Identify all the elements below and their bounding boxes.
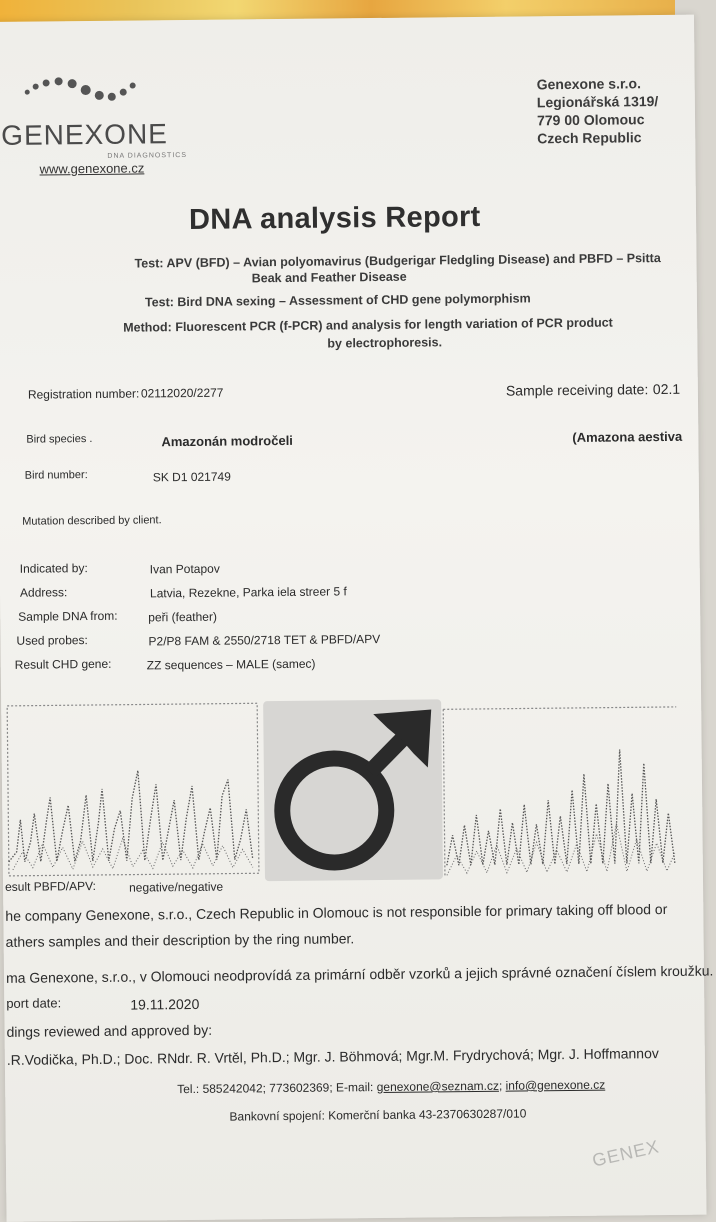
logo-subtitle: DNA DIAGNOSTICS xyxy=(107,151,188,160)
test-2-line: Test: Bird DNA sexing – Assessment of CHD gene polymorphism xyxy=(144,291,531,310)
logo-wordmark: GENEXONE xyxy=(1,118,169,151)
website-link[interactable]: www.genexone.cz xyxy=(39,160,145,177)
report-title: DNA analysis Report xyxy=(188,200,481,236)
method-line-1: Method: Fluorescent PCR (f-PCR) and analysis for length variation of PCR product xyxy=(123,315,613,335)
result-pbfd-value: negative/negative xyxy=(128,879,224,895)
detail-label-address: Address: xyxy=(19,585,68,600)
detail-value-address: Latvia, Rezekne, Parka iela streer 5 f xyxy=(149,584,347,601)
detail-label-indicated-by: Indicated by: xyxy=(19,561,88,576)
logo-dots-icon xyxy=(23,70,143,111)
bird-species-value: Amazonán modročeli xyxy=(161,432,293,450)
result-pbfd-label: esult PBFD/APV: xyxy=(4,878,97,894)
bird-species-label: Bird species . xyxy=(26,432,93,446)
detail-value-indicated-by: Ivan Potapov xyxy=(149,561,220,577)
method-line-2: by electrophoresis. xyxy=(327,335,443,351)
test-1-line-2: Beak and Feather Disease xyxy=(251,269,407,286)
bank-details: Bankovní spojení: Komerční banka 43-2370630287/010 xyxy=(229,1106,527,1124)
registration-value: 02112020/2277 xyxy=(140,385,224,401)
registration-label: Registration number: xyxy=(27,386,140,402)
approval-heading: dings reviewed and approved by: xyxy=(6,1021,213,1040)
receiving-date-label: Sample receiving date: xyxy=(505,381,649,399)
receiving-date-value: 02.1 xyxy=(652,380,681,398)
mutation-note: Mutation described by client. xyxy=(22,514,162,528)
address-line-4: Czech Republic xyxy=(537,129,642,147)
company-stamp: GENEX xyxy=(590,1136,662,1171)
detail-label-result-chd: Result CHD gene: xyxy=(14,656,112,672)
chromatogram-left xyxy=(1,699,265,880)
chromatogram-right xyxy=(441,703,678,881)
detail-value-probes: P2/P8 FAM & 2550/2718 TET & PBFD/APV xyxy=(148,631,381,649)
detail-label-probes: Used probes: xyxy=(16,633,88,648)
bird-number-label: Bird number: xyxy=(24,469,88,482)
disclaimer-line-2: athers samples and their description by the ring number. xyxy=(5,930,355,950)
contact-email-1[interactable]: genexone@seznam.cz xyxy=(376,1078,499,1095)
report-paper xyxy=(0,15,714,1222)
detail-value-sample: peři (feather) xyxy=(148,609,218,625)
approval-names: .R.Vodička, Ph.D.; Doc. RNdr. R. Vrtěl, Ph.D.; Mgr. J. Böhmová; Mgr.M. Frydrychová; Mgr. J. Hoffmannov xyxy=(6,1045,659,1068)
contact-email-2[interactable]: info@genexone.cz xyxy=(505,1077,606,1093)
report-date-value: 19.11.2020 xyxy=(130,995,200,1013)
contact-phone: Tel.: 585242042; 773602369; E-mail: xyxy=(177,1080,374,1097)
address-line-2: Legionářská 1319/ xyxy=(536,93,659,111)
disclaimer-line-1: he company Genexone, s.r.o., Czech Republic in Olomouc is not responsible for primary taking off blood or xyxy=(5,900,668,924)
bird-number-value: SK D1 021749 xyxy=(152,469,231,485)
male-symbol-panel xyxy=(263,699,443,881)
bird-species-latin: (Amazona aestiva xyxy=(572,428,683,445)
contact-line xyxy=(177,1078,605,1096)
contact-separator: ; xyxy=(498,1078,503,1093)
address-line-3: 779 00 Olomouc xyxy=(536,111,645,129)
address-line-1: Genexone s.r.o. xyxy=(536,75,642,93)
test-1-line-1: Test: APV (BFD) – Avian polyomavirus (Budgerigar Fledgling Disease) and PBFD – Psitta xyxy=(134,251,661,271)
male-symbol-icon xyxy=(263,699,443,881)
detail-label-sample: Sample DNA from: xyxy=(18,608,118,624)
report-date-label: port date: xyxy=(6,995,62,1011)
disclaimer-line-3: ma Genexone, s.r.o., v Olomouci neodprovídá za primární odběr vzorků a jejich správné označení číslem kroužku. xyxy=(5,962,714,986)
detail-value-result-chd: ZZ sequences – MALE (samec) xyxy=(146,656,316,673)
